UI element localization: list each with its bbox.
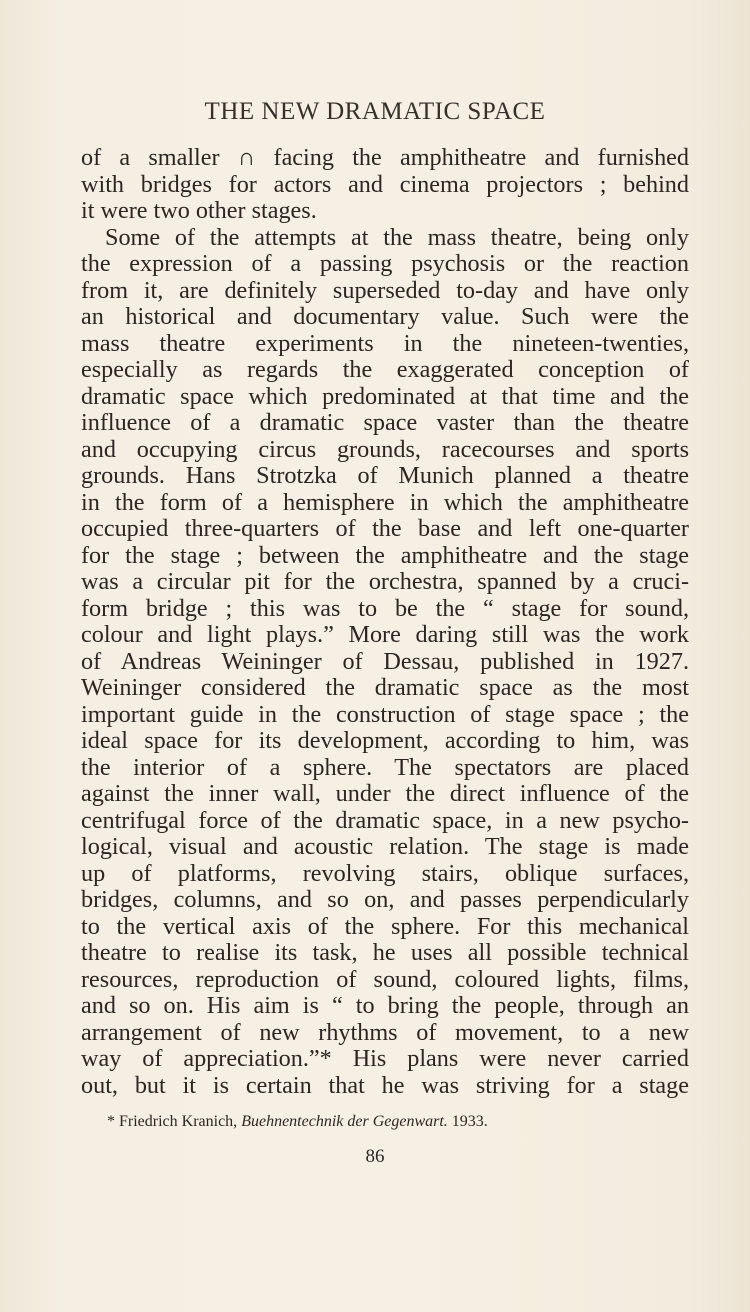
text-line: ideal space for its development, according to him, was bbox=[81, 727, 689, 754]
text-line: resources, reproduction of sound, coloured lights, films, bbox=[81, 965, 689, 993]
text-line: colour and light plays.” More daring still was the work bbox=[81, 621, 689, 648]
text-line: from it, are definitely superseded to-day and have only bbox=[81, 276, 689, 304]
text-line: Some of the attempts at the mass theatre, being only bbox=[105, 223, 689, 251]
footnote-marker: * bbox=[107, 1113, 115, 1130]
text-line: was a circular pit for the orchestra, spanned by a cruci- bbox=[81, 568, 689, 595]
page-number: 86 bbox=[365, 1146, 385, 1167]
footnote-author: Friedrich Kranich, bbox=[119, 1113, 238, 1130]
text-line: an historical and documentary value. Such were the bbox=[81, 303, 689, 330]
text-line: influence of a dramatic space vaster than the theatre bbox=[81, 409, 689, 436]
text-line: logical, visual and acoustic relation. The stage is made bbox=[81, 833, 689, 860]
text-line: dramatic space which predominated at that time and the bbox=[81, 382, 689, 410]
text-line: the interior of a sphere. The spectators are placed bbox=[81, 753, 689, 781]
text-line: and so on. His aim is “ to bring the people, through an bbox=[81, 992, 689, 1019]
text-line: in the form of a hemisphere in which the amphitheatre bbox=[81, 488, 689, 516]
text-line: grounds. Hans Strotzka of Munich planned a theatre bbox=[81, 462, 689, 489]
text-line: occupied three-quarters of the base and left one-quarter bbox=[81, 515, 689, 542]
body-text bbox=[81, 145, 689, 1099]
text-line: theatre to realise its task, he uses all possible technical bbox=[81, 939, 689, 966]
text-line: of Andreas Weininger of Dessau, published in 1927. bbox=[81, 647, 689, 675]
text-line: important guide in the construction of stage space ; the bbox=[81, 700, 689, 728]
text-line: out, but it is certain that he was striving for a stage bbox=[81, 1071, 689, 1099]
footnote-title: Buehnentechnik der Gegenwart. bbox=[241, 1113, 448, 1130]
footnote bbox=[107, 1113, 488, 1131]
text-line: up of platforms, revolving stairs, oblique surfaces, bbox=[81, 859, 689, 887]
text-line: to the vertical axis of the sphere. For this mechanical bbox=[81, 912, 689, 940]
text-line: against the inner wall, under the direct influence of the bbox=[81, 780, 689, 807]
text-line: mass theatre experiments in the nineteen-twenties, bbox=[81, 329, 689, 357]
text-line: the expression of a passing psychosis or the reaction bbox=[81, 250, 689, 277]
footnote-year: 1933. bbox=[451, 1113, 488, 1130]
running-head: THE NEW DRAMATIC SPACE bbox=[204, 98, 546, 125]
text-line: especially as regards the exaggerated conception of bbox=[81, 356, 689, 383]
text-line: it were two other stages. bbox=[81, 197, 317, 224]
text-line: with bridges for actors and cinema projectors ; behind bbox=[81, 170, 689, 198]
text-line: of a smaller ∩ facing the amphitheatre and furnished bbox=[81, 144, 689, 171]
text-line: way of appreciation.”* His plans were never carried bbox=[81, 1045, 689, 1072]
text-line: for the stage ; between the amphitheatre and the stage bbox=[81, 541, 689, 569]
text-line: form bridge ; this was to be the “ stage for sound, bbox=[81, 594, 689, 622]
text-line: and occupying circus grounds, racecourses and sports bbox=[81, 435, 689, 463]
text-line: bridges, columns, and so on, and passes perpendicularly bbox=[81, 886, 689, 913]
text-line: centrifugal force of the dramatic space, in a new psycho- bbox=[81, 806, 689, 834]
text-line: Weininger considered the dramatic space as the most bbox=[81, 674, 689, 701]
text-line: arrangement of new rhythms of movement, to a new bbox=[81, 1018, 689, 1046]
